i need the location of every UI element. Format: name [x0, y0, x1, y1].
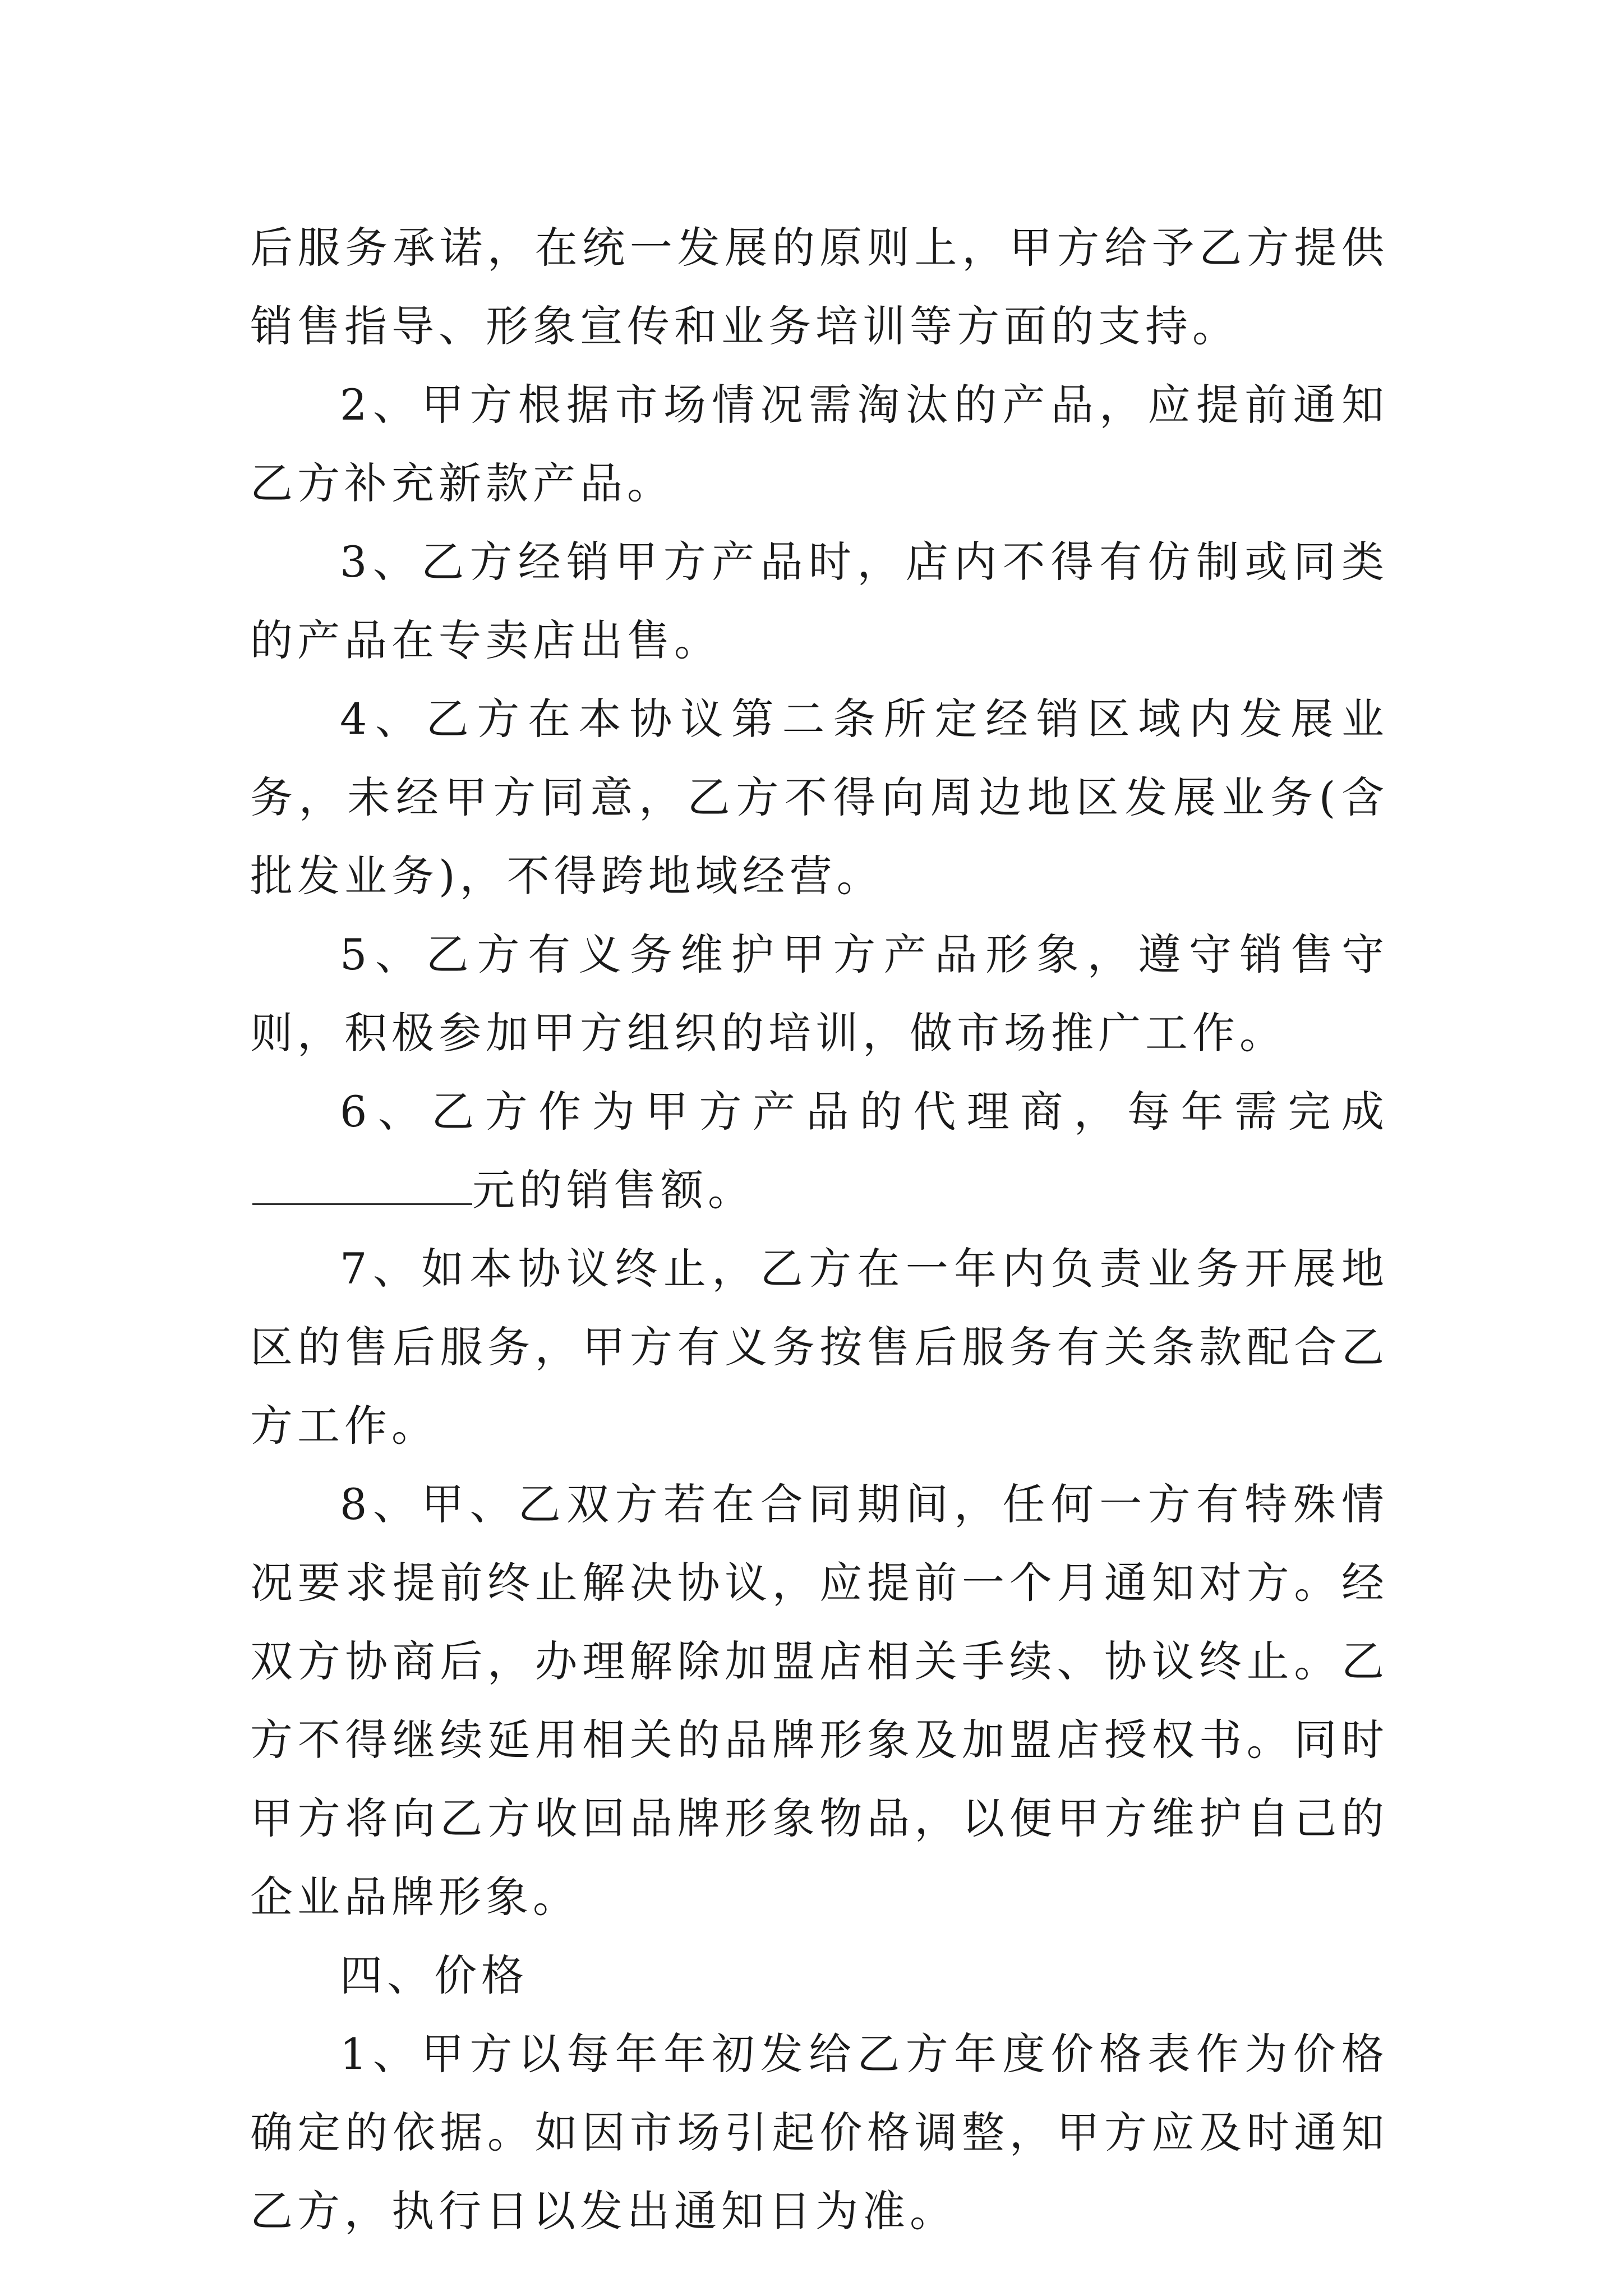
- clause-4: 4、乙方在本协议第二条所定经销区域内发展业务，未经甲方同意，乙方不得向周边地区发展业务(含批发业务)，不得跨地域经营。: [250, 694, 1389, 901]
- section-heading-price: 四、价格: [340, 1950, 528, 2000]
- clause-3: 3、乙方经销甲方产品时，店内不得有仿制或同类的产品在专卖店出售。: [250, 537, 1389, 665]
- clause-6: [250, 1073, 1389, 1230]
- sales-amount-blank: [252, 1170, 472, 1205]
- clause-6-text-after: 元的销售额。: [472, 1165, 755, 1215]
- paragraph-continuation: 后服务承诺，在统一发展的原则上，甲方给予乙方提供销售指导、形象宣传和业务培训等方面的支持。: [250, 223, 1389, 351]
- clause-8: 8、甲、乙双方若在合同期间，任何一方有特殊情况要求提前终止解决协议，应提前一个月通知对方。经双方协商后，办理解除加盟店相关手续、协议终止。乙方不得继续延用相关的品牌形象及加盟店授权书。同时甲方将向乙方收回品牌形象物品，以便甲方维护自己的企业品牌形象。: [250, 1479, 1389, 1922]
- contract-body: [250, 209, 1389, 2251]
- clause-5: 5、乙方有义务维护甲方产品形象，遵守销售守则，积极参加甲方组织的培训，做市场推广工作。: [250, 930, 1389, 1058]
- clause-7: 7、如本协议终止，乙方在一年内负责业务开展地区的售后服务，甲方有义务按售后服务有关条款配合乙方工作。: [250, 1244, 1389, 1451]
- price-clause-1: 1、甲方以每年年初发给乙方年度价格表作为价格确定的依据。如因市场引起价格调整，甲方应及时通知乙方，执行日以发出通知日为准。: [250, 2029, 1389, 2236]
- clause-2: 2、甲方根据市场情况需淘汰的产品，应提前通知乙方补充新款产品。: [250, 380, 1389, 508]
- clause-6-text-before: 6、乙方作为甲方产品的代理商，每年需完成: [340, 1087, 1389, 1137]
